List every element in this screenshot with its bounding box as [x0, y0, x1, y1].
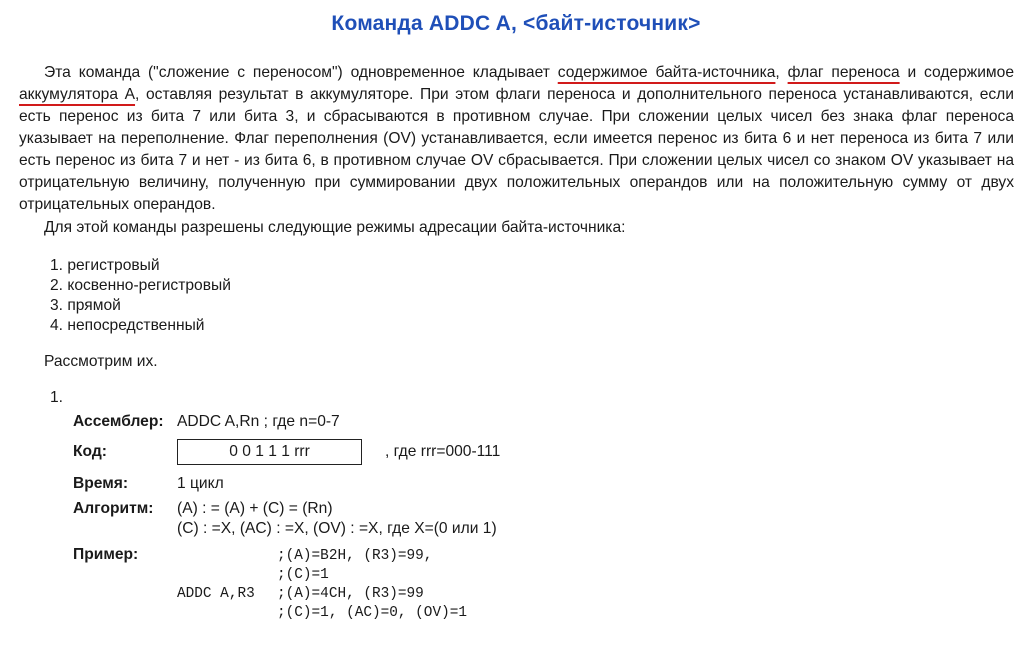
list-item: 2. косвенно-регистровый — [50, 277, 231, 294]
example-comment-3: ;(A)=4CH, (R3)=99 — [277, 586, 424, 602]
code-box: 0 0 1 1 1 rrr — [177, 439, 362, 465]
list-item: 1. регистровый — [50, 257, 160, 274]
algorithm-label: Алгоритм: — [73, 500, 154, 517]
carry-flag-link[interactable]: флаг переноса — [787, 64, 900, 81]
algorithm-line-1: (A) : = (A) + (C) = (Rn) — [177, 500, 333, 517]
description-paragraph — [19, 62, 1014, 216]
code-note: , где rrr=000-111 — [385, 443, 501, 460]
assembler-value: ADDC A,Rn ; где n=0-7 — [177, 413, 340, 430]
modes-list — [50, 256, 231, 336]
code-label: Код: — [73, 443, 107, 460]
para-text-2: , — [775, 64, 788, 81]
example-comment-2: ;(C)=1 — [277, 567, 329, 583]
time-label: Время: — [73, 475, 129, 492]
time-value: 1 цикл — [177, 475, 224, 492]
consider-text: Рассмотрим их. — [44, 353, 158, 370]
example-comment-1: ;(A)=B2H, (R3)=99, — [277, 548, 433, 564]
list-item: 4. непосредственный — [50, 317, 205, 334]
list-item: 3. прямой — [50, 297, 121, 314]
source-byte-link[interactable]: содержимое байта-источника — [557, 64, 776, 81]
page-title: Команда ADDC A, <байт-источник> — [331, 12, 701, 35]
para-text-3: и содержимое — [899, 64, 1014, 81]
assembler-label: Ассемблер: — [73, 413, 164, 430]
algorithm-line-2: (C) : =X, (AC) : =X, (OV) : =X, где X=(0 или 1) — [177, 520, 497, 537]
para-text-4: , оставляя результат в аккумуляторе. При этом флаги переноса и дополнительного переноса устанавливаются, если есть перенос из бита 7 или бита 3, и сбрасываются в противном случае. При сложении целых чисел без знака флаг переноса указывает на переполнение. Флаг переполнения (OV) устанавливается, если имеется перенос из бита 6 и нет переноса из бита 7 или есть перенос из бита 7 и нет - из бита 6, в противном случае OV сбрасывается. При сложении целых чисел со знаком OV указывает на отрицательную величину, полученную при суммировании двух положительных операндов или на положительную сумму от двух отрицательных операндов. — [19, 86, 1014, 213]
example-comment-4: ;(C)=1, (AC)=0, (OV)=1 — [277, 605, 467, 621]
example-label: Пример: — [73, 546, 139, 563]
modes-intro: Для этой команды разрешены следующие режимы адресации байта-источника: — [44, 219, 626, 236]
accumulator-link[interactable]: аккумулятора А — [19, 86, 136, 103]
example-instruction: ADDC A,R3 — [177, 586, 255, 602]
item-number: 1. — [50, 389, 64, 406]
para-text-1: Эта команда ("сложение с переносом") одновременноe кладывает — [44, 64, 558, 81]
